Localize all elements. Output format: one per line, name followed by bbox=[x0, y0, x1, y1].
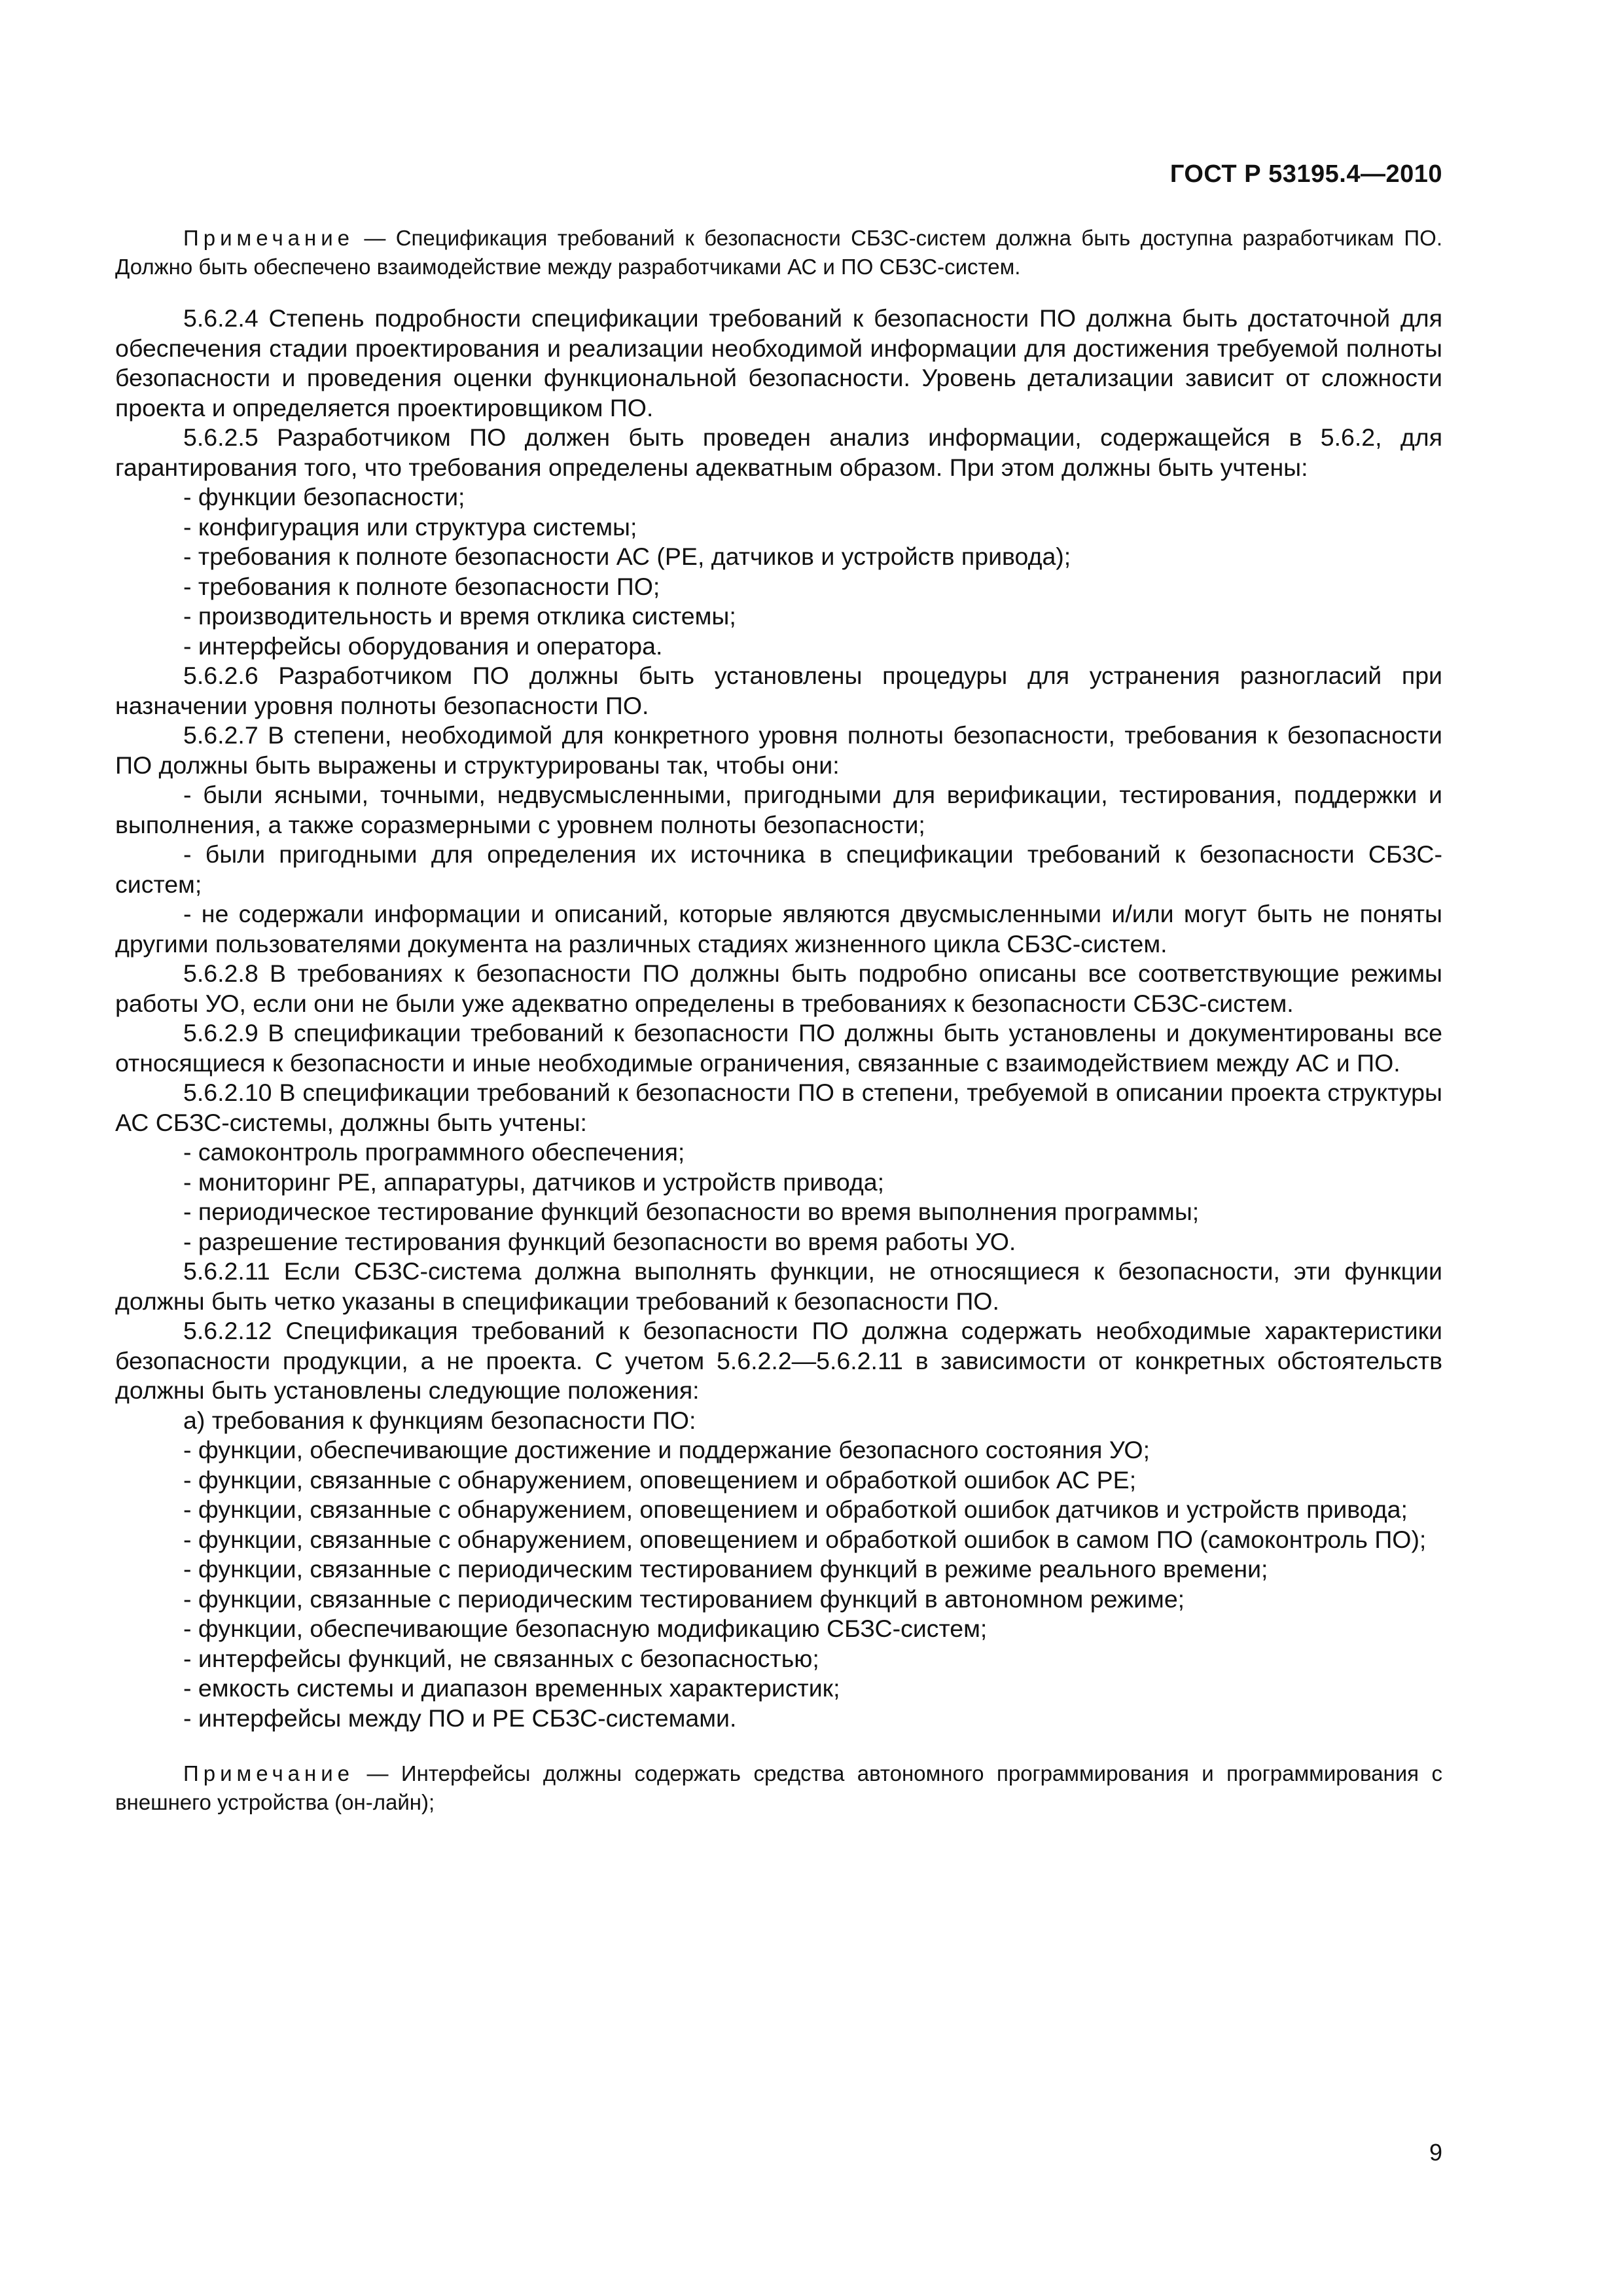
list-item: - функции, обеспечивающие достижение и поддержание безопасного состояния УО; bbox=[183, 1436, 1150, 1463]
note-bottom-lead: Примечание bbox=[183, 1761, 355, 1785]
paragraph: 5.6.2.12 Спецификация требований к безопасности ПО должна содержать необходимые характеристики безопасности продукции, а не проекта. С учетом 5.6.2.2—5.6.2.11 в зависимости от конкретных обстоятельств должны быть установлены следующие положения: bbox=[115, 1317, 1442, 1404]
list-item: - интерфейсы оборудования и оператора. bbox=[183, 632, 663, 660]
list-item: - функции, связанные с обнаружением, оповещением и обработкой ошибок в самом ПО (самоконтроль ПО); bbox=[183, 1525, 1427, 1553]
note-bottom bbox=[115, 1759, 1442, 1817]
list-item: - самоконтроль программного обеспечения; bbox=[183, 1138, 685, 1166]
note-top-text: — Спецификация требований к безопасности СБЗС-систем должна быть доступна разработчикам ПО. Должно быть обеспечено взаимодействие между разработчиками АС и ПО СБЗС-систем. bbox=[115, 226, 1442, 279]
list-item: - функции безопасности; bbox=[183, 483, 465, 511]
note-top-lead: Примечание bbox=[183, 226, 355, 250]
list-item: а) требования к функциям безопасности ПО: bbox=[183, 1406, 696, 1434]
list-item: - интерфейсы между ПО и РЕ СБЗС-системами. bbox=[183, 1704, 737, 1732]
note-bottom-text: — Интерфейсы должны содержать средства автономного программирования и программирования с внешнего устройства (он-лайн); bbox=[115, 1761, 1442, 1814]
document-body bbox=[115, 224, 1442, 1817]
list-item: - функции, связанные с обнаружением, оповещением и обработкой ошибок АС РЕ; bbox=[183, 1465, 1137, 1494]
paragraph: 5.6.2.4 Степень подробности спецификации требований к безопасности ПО должна быть достаточной для обеспечения стадии проектирования и реализации необходимой информации для достижения требуемой полноты безопасности и проведения оценки функциональной безопасности. Уровень детализации зависит от сложности проекта и определяется проектировщиком ПО. bbox=[115, 304, 1442, 422]
list-item: - не содержали информации и описаний, которые являются двусмысленными и/или могут быть не поняты другими пользователями документа на различных стадиях жизненного цикла СБЗС-систем. bbox=[115, 900, 1442, 958]
list-item: - функции, обеспечивающие безопасную модификацию СБЗС-систем; bbox=[183, 1615, 988, 1642]
list-item: - конфигурация или структура системы; bbox=[183, 512, 637, 541]
list-item: - мониторинг РЕ, аппаратуры, датчиков и устройств привода; bbox=[183, 1168, 885, 1196]
paragraph: 5.6.2.10 В спецификации требований к безопасности ПО в степени, требуемой в описании проекта структуры АС СБЗС-системы, должны быть учтены: bbox=[115, 1079, 1442, 1136]
paragraph: 5.6.2.6 Разработчиком ПО должны быть установлены процедуры для устранения разногласий при назначении уровня полноты безопасности ПО. bbox=[115, 662, 1442, 719]
document-code: ГОСТ Р 53195.4—2010 bbox=[1169, 160, 1442, 188]
list-item: - разрешение тестирования функций безопасности во время работы УО. bbox=[183, 1227, 1016, 1255]
list-item: - функции, связанные с периодическим тестированием функций в режиме реального времени; bbox=[183, 1555, 1268, 1583]
list-item: - производительность и время отклика системы; bbox=[183, 602, 736, 630]
list-item: - были пригодными для определения их источника в спецификации требований к безопасности СБЗС-систем; bbox=[115, 840, 1442, 898]
list-item: - были ясными, точными, недвусмысленными, пригодными для верификации, тестирования, поддержки и выполнения, а также соразмерными с уровнем полноты безопасности; bbox=[115, 781, 1442, 838]
list-item: - функции, связанные с периодическим тестированием функций в автономном режиме; bbox=[183, 1585, 1185, 1613]
paragraph: 5.6.2.9 В спецификации требований к безопасности ПО должны быть установлены и документированы все относящиеся к безопасности и иные необходимые ограничения, связанные с взаимодействием между АС и ПО. bbox=[115, 1019, 1442, 1077]
paragraph: 5.6.2.7 В степени, необходимой для конкретного уровня полноты безопасности, требования к безопасности ПО должны быть выражены и структурированы так, чтобы они: bbox=[115, 721, 1442, 779]
list-item: - периодическое тестирование функций безопасности во время выполнения программы; bbox=[183, 1198, 1200, 1225]
note-top bbox=[115, 224, 1442, 281]
page-number: 9 bbox=[1429, 2139, 1442, 2166]
list-item: - емкость системы и диапазон временных характеристик; bbox=[183, 1674, 840, 1702]
paragraph: 5.6.2.11 Если СБЗС-система должна выполнять функции, не относящиеся к безопасности, эти функции должны быть четко указаны в спецификации требований к безопасности ПО. bbox=[115, 1257, 1442, 1315]
list-item: - требования к полноте безопасности АС (РЕ, датчиков и устройств привода); bbox=[183, 543, 1071, 570]
list-item: - функции, связанные с обнаружением, оповещением и обработкой ошибок датчиков и устройств привода; bbox=[183, 1496, 1408, 1523]
list-item: - интерфейсы функций, не связанных с безопасностью; bbox=[183, 1644, 819, 1672]
list-item: - требования к полноте безопасности ПО; bbox=[183, 572, 660, 600]
paragraph-list bbox=[115, 304, 1442, 1733]
paragraph: 5.6.2.5 Разработчиком ПО должен быть проведен анализ информации, содержащейся в 5.6.2, для гарантирования того, что требования определены адекватным образом. При этом должны быть учтены: bbox=[115, 423, 1442, 481]
paragraph: 5.6.2.8 В требованиях к безопасности ПО должны быть подробно описаны все соответствующие режимы работы УО, если они не были уже адекватно определены в требованиях к безопасности СБЗС-систем. bbox=[115, 960, 1442, 1017]
